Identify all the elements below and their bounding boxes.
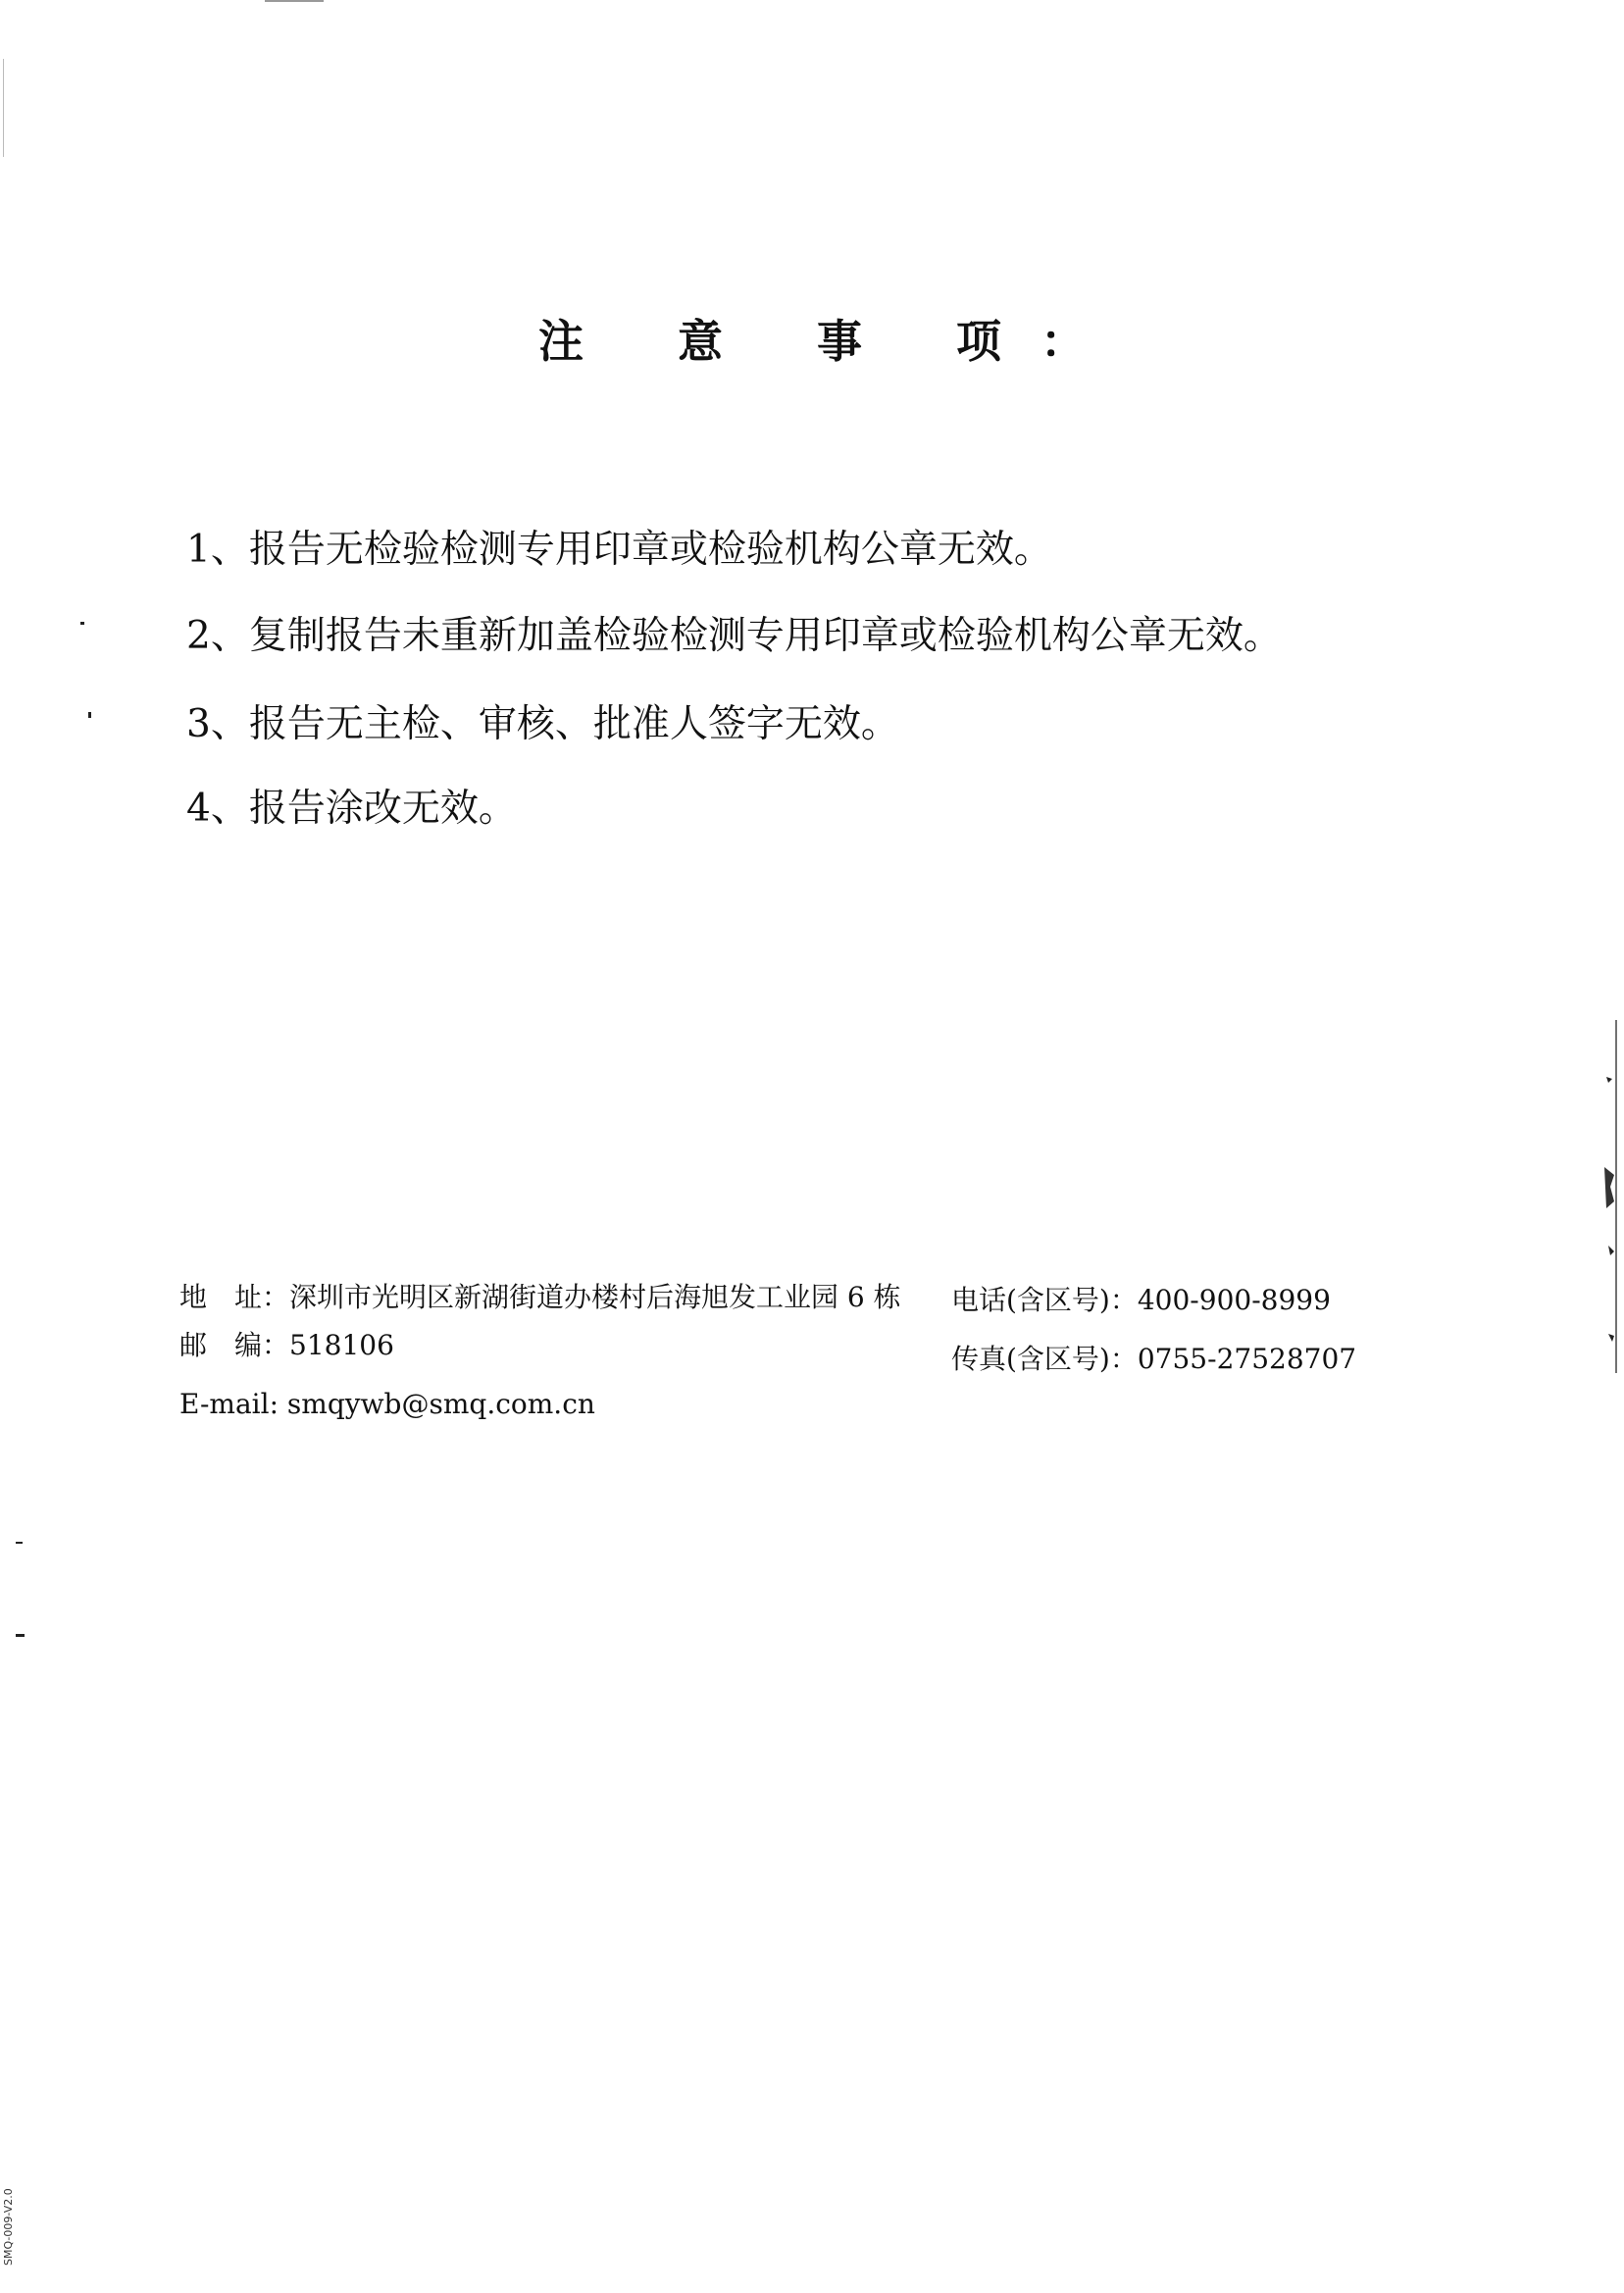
zip-value: 518106 (289, 1329, 394, 1361)
scan-speck (16, 1542, 23, 1544)
email-line (179, 1387, 595, 1422)
fax-line (951, 1342, 1356, 1377)
fax-value: 0755-27528707 (1137, 1343, 1357, 1375)
phone-value: 400-900-8999 (1137, 1284, 1331, 1316)
zip-line (179, 1328, 394, 1363)
zip-label: 邮 编： (179, 1329, 290, 1361)
address-label: 地 址： (179, 1281, 290, 1313)
form-code: SMQ-009-V2.0 (2, 2188, 15, 2266)
email-value: smqywb@smq.com.cn (286, 1388, 595, 1420)
scan-speck (3, 59, 4, 157)
scan-speck (265, 0, 324, 2)
scan-speck (88, 712, 91, 718)
address-line (179, 1280, 901, 1315)
scan-edge-artifact (1602, 1020, 1620, 1373)
notice-item-4: 4、报告涂改无效。 (186, 787, 517, 831)
scan-speck (16, 1634, 25, 1637)
phone-label: 电话(含区号)： (951, 1284, 1138, 1316)
notice-item-1: 1、报告无检验检测专用印章或检验机构公章无效。 (186, 528, 1052, 572)
notice-item-3: 3、报告无主检、审核、批准人签字无效。 (186, 702, 899, 746)
phone-line (951, 1283, 1331, 1318)
page-title: 注 意 事 项： (537, 315, 1126, 368)
email-label: E-mail: (179, 1388, 287, 1420)
scan-speck (80, 622, 84, 625)
notice-item-2: 2、复制报告未重新加盖检验检测专用印章或检验机构公章无效。 (186, 614, 1282, 658)
fax-label: 传真(含区号)： (951, 1343, 1138, 1375)
address-value: 深圳市光明区新湖街道办楼村后海旭发工业园 6 栋 (289, 1281, 901, 1313)
